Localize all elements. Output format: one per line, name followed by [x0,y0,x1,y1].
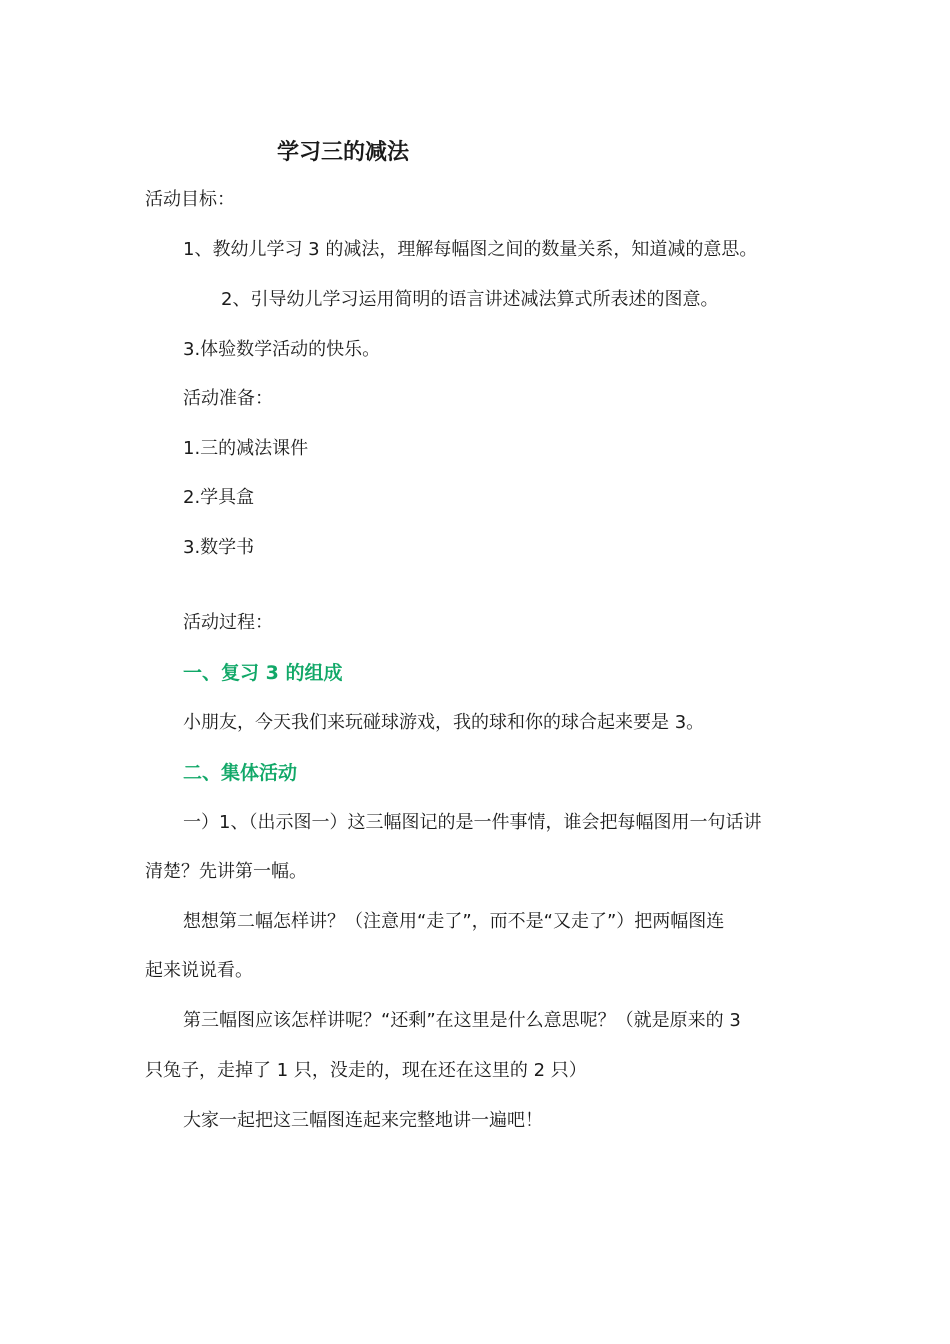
prep-label: 活动准备： [183,388,273,409]
goal-item-2: 2、引导幼儿学习运用简明的语言讲述减法算式所表述的图意。 [221,289,719,310]
paragraph-1-line-1: 一）1、（出示图一）这三幅图记的是一件事情，谁会把每幅图用一句话讲 [183,812,762,833]
goal-item-3: 3.体验数学活动的快乐。 [183,339,381,360]
goals-label: 活动目标： [145,189,235,210]
section-1-text: 小朋友，今天我们来玩碰球游戏，我的球和你的球合起来要是 3。 [183,712,705,733]
document-title: 学习三的减法 [277,140,410,165]
paragraph-1-line-2: 清楚？先讲第一幅。 [145,861,307,882]
section-2-heading: 二、集体活动 [183,762,298,784]
prep-item-3: 3.数学书 [183,537,255,558]
process-label: 活动过程： [183,612,273,633]
paragraph-3-line-1: 第三幅图应该怎样讲呢？“还剩”在这里是什么意思呢？（就是原来的 3 [183,1010,741,1031]
paragraph-2-line-2: 起来说说看。 [145,960,253,981]
section-1-heading: 一、复习 3 的组成 [183,662,343,684]
goal-item-1: 1、教幼儿学习 3 的减法，理解每幅图之间的数量关系，知道减的意思。 [183,239,758,260]
paragraph-4: 大家一起把这三幅图连起来完整地讲一遍吧！ [183,1110,543,1131]
prep-item-1: 1.三的减法课件 [183,438,309,459]
prep-item-2: 2.学具盒 [183,487,255,508]
paragraph-3-line-2: 只兔子，走掉了 1 只，没走的，现在还在这里的 2 只） [145,1060,587,1081]
paragraph-2-line-1: 想想第二幅怎样讲？（注意用“走了”，而不是“又走了”）把两幅图连 [183,911,725,932]
